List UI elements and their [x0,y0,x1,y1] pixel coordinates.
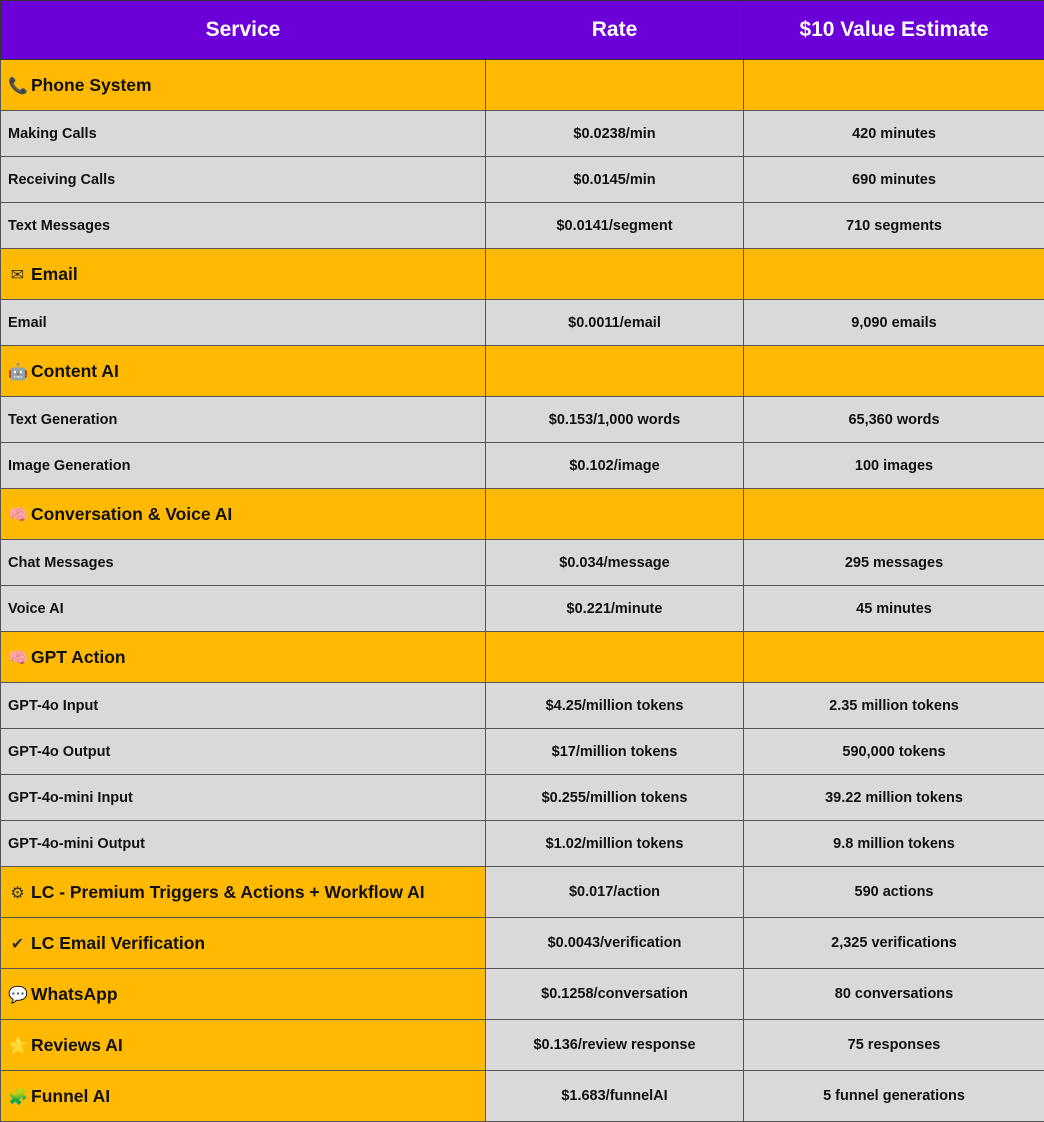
rate-cell: $0.0145/min [486,157,744,203]
table-row [1,443,1044,489]
rate-cell [486,60,744,111]
service-cell [1,918,486,969]
estimate-cell: 420 minutes [744,111,1044,157]
service-label: Reviews AI [31,1034,123,1055]
table-row [1,586,1044,632]
rate-cell: $4.25/million tokens [486,683,744,729]
phone-icon: 📞 [8,77,28,95]
estimate-column-header: $10 Value Estimate [744,1,1044,60]
estimate-cell: 590,000 tokens [744,729,1044,775]
service-cell [1,821,486,867]
section-row [1,918,1044,969]
service-cell [1,632,486,683]
estimate-cell: 5 funnel generations [744,1071,1044,1122]
estimate-cell: 295 messages [744,540,1044,586]
rate-cell: $0.1258/conversation [486,969,744,1020]
service-label: GPT Action [31,646,126,667]
service-label: Chat Messages [8,554,114,571]
rate-cell [486,346,744,397]
table-row [1,540,1044,586]
rate-cell: $0.136/review response [486,1020,744,1071]
estimate-cell: 2.35 million tokens [744,683,1044,729]
service-cell [1,346,486,397]
service-label: Text Messages [8,217,111,234]
estimate-cell: 100 images [744,443,1044,489]
estimate-cell: 9,090 emails [744,300,1044,346]
service-label: Text Generation [8,411,118,428]
service-label: GPT-4o-mini Input [8,789,133,806]
table-row [1,203,1044,249]
service-cell [1,1071,486,1122]
brain-icon: 🧠 [8,649,28,667]
chat-bubble-icon: 💬 [8,986,28,1004]
section-row [1,60,1044,111]
rate-cell: $0.0043/verification [486,918,744,969]
service-label: GPT-4o Output [8,743,111,760]
service-cell [1,1020,486,1071]
estimate-cell [744,632,1044,683]
service-label: GPT-4o-mini Output [8,835,145,852]
rate-cell: $0.017/action [486,867,744,918]
estimate-cell [744,489,1044,540]
section-row [1,346,1044,397]
estimate-cell: 9.8 million tokens [744,821,1044,867]
service-cell [1,60,486,111]
service-label: Phone System [31,74,152,95]
gear-icon: ⚙ [10,884,25,902]
table-row [1,157,1044,203]
section-row [1,969,1044,1020]
rate-cell: $17/million tokens [486,729,744,775]
brain-icon: 🧠 [8,506,28,524]
service-label: LC - Premium Triggers & Actions + Workflow AI [31,881,425,902]
service-cell [1,249,486,300]
service-label: Making Calls [8,125,97,142]
star-icon: ⭐ [8,1037,28,1055]
rate-cell: $0.0141/segment [486,203,744,249]
section-row [1,1020,1044,1071]
service-label: Receiving Calls [8,171,116,188]
rate-cell: $1.02/million tokens [486,821,744,867]
service-label: Email [8,314,47,331]
rate-cell: $0.221/minute [486,586,744,632]
service-cell [1,729,486,775]
service-cell [1,489,486,540]
rate-cell: $0.153/1,000 words [486,397,744,443]
table-body [1,60,1044,1122]
service-cell [1,867,486,918]
service-cell [1,397,486,443]
table-row [1,397,1044,443]
table-row [1,683,1044,729]
service-cell [1,157,486,203]
rate-cell [486,249,744,300]
robot-icon: 🤖 [8,363,28,381]
estimate-cell: 590 actions [744,867,1044,918]
estimate-cell [744,346,1044,397]
header-row [1,1,1044,60]
table-row [1,300,1044,346]
rate-cell [486,489,744,540]
table-row [1,775,1044,821]
section-row [1,867,1044,918]
service-cell [1,540,486,586]
service-label: Content AI [31,360,119,381]
estimate-cell: 2,325 verifications [744,918,1044,969]
table-row [1,729,1044,775]
service-label: GPT-4o Input [8,697,99,714]
service-cell [1,683,486,729]
estimate-cell: 45 minutes [744,586,1044,632]
section-row [1,489,1044,540]
estimate-cell: 65,360 words [744,397,1044,443]
service-label: LC Email Verification [31,932,206,953]
service-cell [1,203,486,249]
table-row [1,111,1044,157]
envelope-icon: ✉ [10,266,25,284]
rate-cell: $1.683/funnelAI [486,1071,744,1122]
service-column-header: Service [1,1,486,60]
service-cell [1,443,486,489]
rate-cell [486,632,744,683]
service-cell [1,111,486,157]
service-label: Image Generation [8,457,131,474]
service-cell [1,969,486,1020]
service-cell [1,775,486,821]
service-cell [1,300,486,346]
section-row [1,632,1044,683]
estimate-cell [744,249,1044,300]
estimate-cell: 39.22 million tokens [744,775,1044,821]
puzzle-icon: 🧩 [8,1088,28,1106]
rate-column-header: Rate [486,1,744,60]
service-label: Email [31,263,78,284]
check-icon: ✔ [10,935,25,953]
estimate-cell: 690 minutes [744,157,1044,203]
rate-cell: $0.034/message [486,540,744,586]
service-label: Voice AI [8,600,64,617]
rate-cell: $0.0011/email [486,300,744,346]
rate-cell: $0.0238/min [486,111,744,157]
service-label: WhatsApp [31,983,118,1004]
estimate-cell [744,60,1044,111]
estimate-cell: 75 responses [744,1020,1044,1071]
section-row [1,1071,1044,1122]
rate-cell: $0.255/million tokens [486,775,744,821]
section-row [1,249,1044,300]
service-cell [1,586,486,632]
rate-cell: $0.102/image [486,443,744,489]
estimate-cell: 710 segments [744,203,1044,249]
table-row [1,821,1044,867]
service-label: Funnel AI [31,1085,111,1106]
service-label: Conversation & Voice AI [31,503,233,524]
estimate-cell: 80 conversations [744,969,1044,1020]
